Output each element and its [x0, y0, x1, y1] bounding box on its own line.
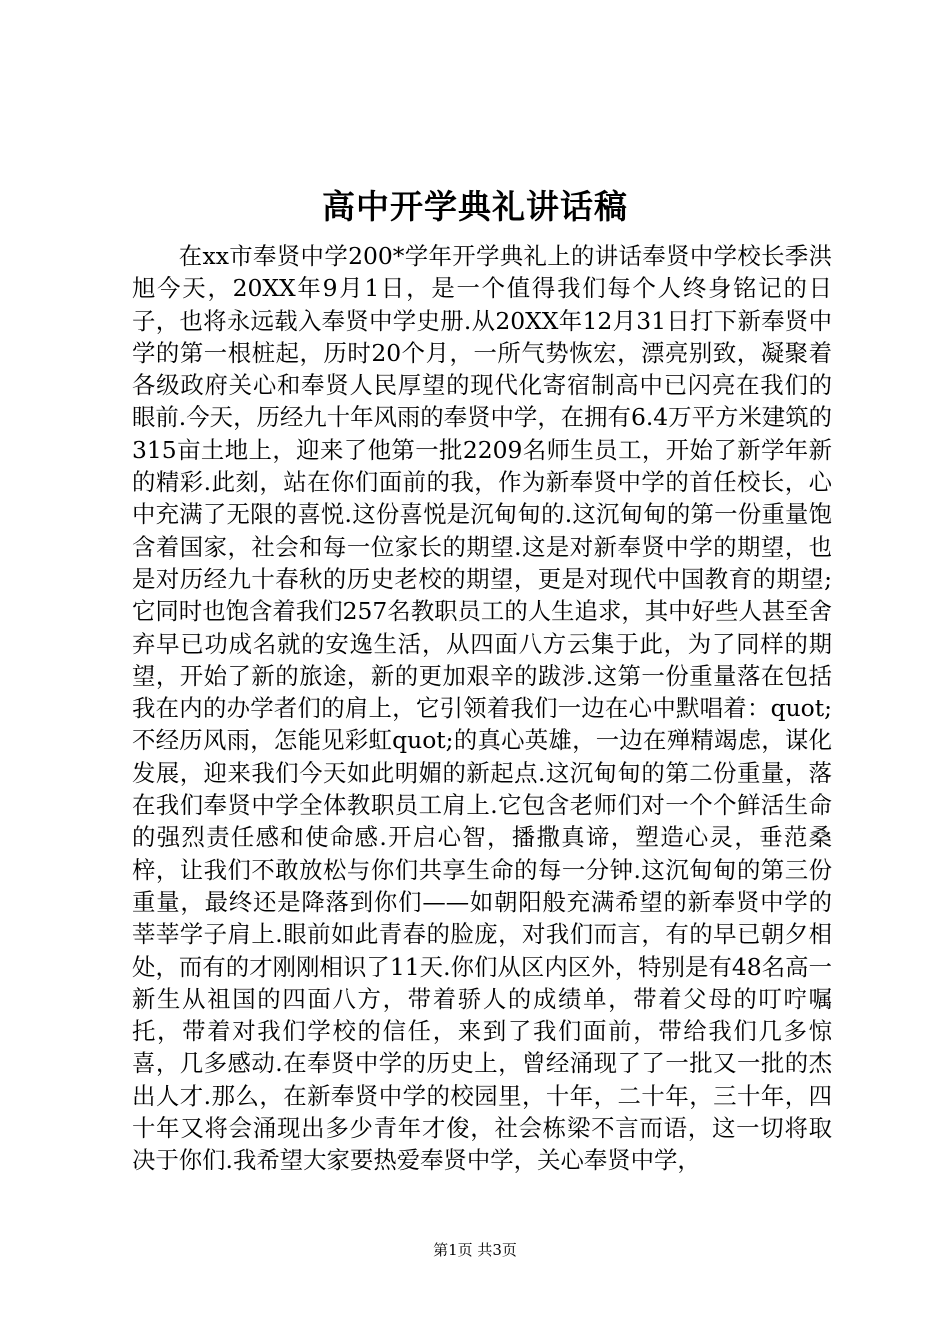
document-body: 在xx市奉贤中学200*学年开学典礼上的讲话奉贤中学校长季洪旭今天，20XX年9月1日，是一个值得我们每个人终身铭记的日子，也将永远载入奉贤中学史册.从20XX年12月31日打下新奉贤中学的第一根桩起，历时20个月，一所气势恢宏，漂亮别致，凝聚着各级政府关心和奉贤人民厚望的现代化寄宿制高中已闪亮在我们的眼前.今天，历经九十年风雨的奉贤中学，在拥有6.4万平方米建筑的315亩土地上，迎来了他第一批2209名师生员工，开始了新学年新的精彩.此刻，站在你们面前的我，作为新奉贤中学的首任校长，心中充满了无限的喜悦.这份喜悦是沉甸甸的.这沉甸甸的第一份重量饱含着国家，社会和每一位家长的期望.这是对新奉贤中学的期望，也是对历经九十春秋的历史老校的期望，更是对现代中国教育的期望;它同时也饱含着我们257名教职员工的人生追求，其中好些人甚至舍弃早已功成名就的安逸生活，从四面八方云集于此，为了同样的期望，开始了新的旅途，新的更加艰辛的跋涉.这第一份重量落在包括我在内的办学者们的肩上，它引领着我们一边在心中默唱着：quot;不经历风雨，怎能见彩虹quot;的真心英雄，一边在殚精竭虑，谋化发展，迎来我们今天如此明媚的新起点.这沉甸甸的第二份重量，落在我们奉贤中学全体教职员工肩上.它包含老师们对一个个鲜活生命的强烈责任感和使命感.开启心智，播撒真谛，塑造心灵，垂范桑梓，让我们不敢放松与你们共享生命的每一分钟.这沉甸甸的第三份重量，最终还是降落到你们——如朝阳般充满希望的新奉贤中学的莘莘学子肩上.眼前如此青春的脸庞，对我们而言，有的早已朝夕相处，而有的才刚刚相识了11天.你们从区内区外，特别是有48名高一新生从祖国的四面八方，带着骄人的成绩单，带着父母的叮咛嘱托，带着对我们学校的信任，来到了我们面前，带给我们几多惊喜，几多感动.在奉贤中学的历史上，曾经涌现了了一批又一批的杰出人才.那么，在新奉贤中学的校园里，十年，二十年，三十年，四十年又将会涌现出多少青年才俊，社会栋梁不言而语，这一切将取决于你们.我希望大家要热爱奉贤中学，关心奉贤中学， — [132, 242, 832, 1175]
page-footer: 第1页 共3页 — [433, 1241, 517, 1259]
document-title: 高中开学典礼讲话稿 — [322, 187, 628, 226]
